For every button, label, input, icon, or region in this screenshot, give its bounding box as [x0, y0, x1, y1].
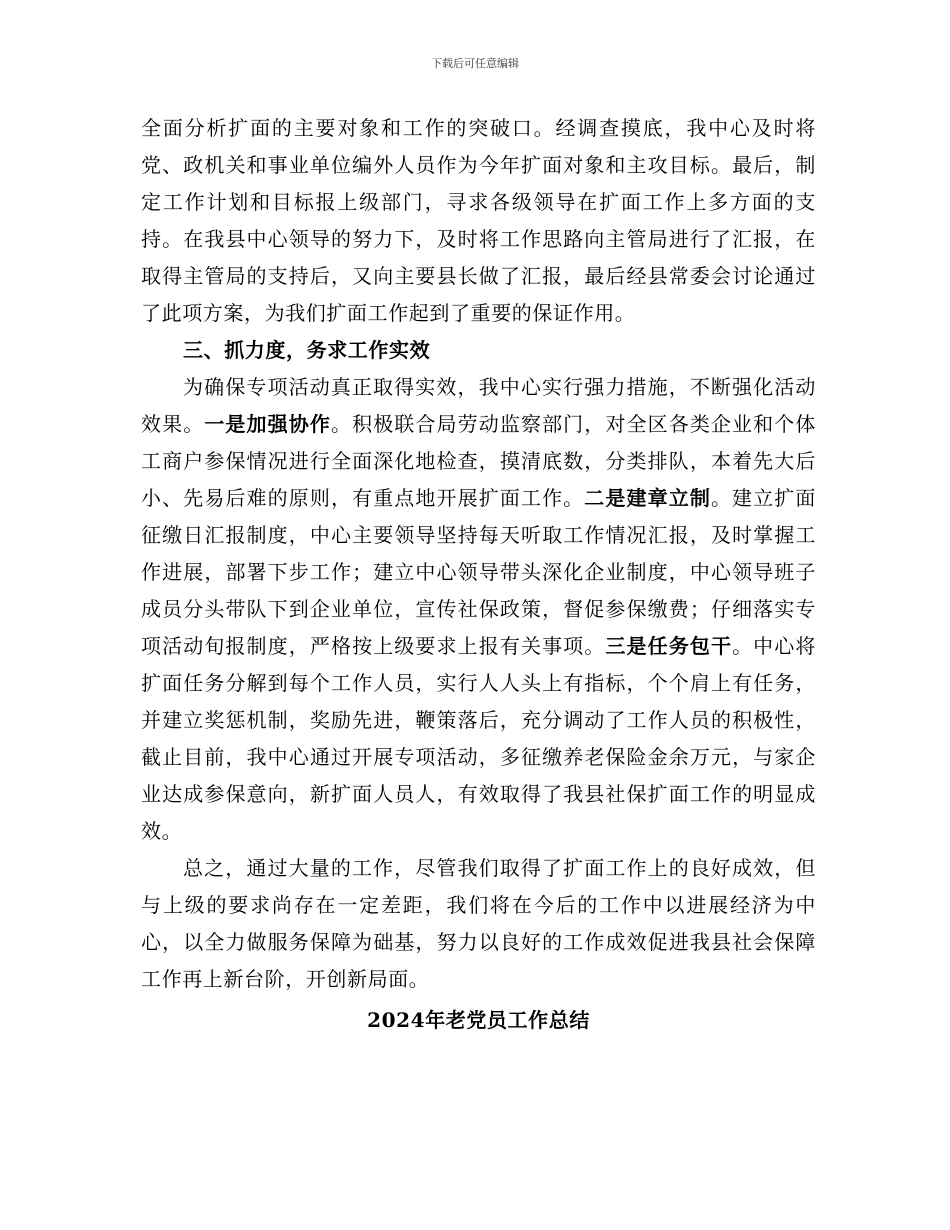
- document-body: [141, 110, 816, 1039]
- document-title: 2024年老党员工作总结: [367, 1008, 590, 1032]
- section-heading: 三、抓力度，务求工作实效: [183, 338, 431, 362]
- page-header: 下载后可任意编辑: [431, 57, 519, 70]
- paragraph-text: 。积极联合局劳动监察部门，对全区各类企业和个体工商户参保情况进行全面深化地检查，摸清底数，分类排队，本着先大后小、先易后难的原则，有重点地开展扩面工作。: [141, 412, 816, 510]
- paragraph-continuation: 全面分析扩面的主要对象和工作的突破口。经调查摸底，我中心及时将党、政机关和事业单位编外人员作为今年扩面对象和主攻目标。最后，制定工作计划和目标报上级部门，寻求各级领导在扩面工作上多方面的支持。在我县中心领导的努力下，及时将工作思路向主管局进行了汇报，在取得主管局的支持后，又向主要县长做了汇报，最后经县常委会讨论通过了此项方案，为我们扩面工作起到了重要的保证作用。: [141, 116, 816, 325]
- bold-point-2: 二是建章立制: [584, 486, 711, 510]
- bold-point-1: 一是加强协作: [204, 412, 331, 436]
- paragraph-text: 。建立扩面征缴日汇报制度，中心主要领导坚持每天听取工作情况汇报，及时掌握工作进展，部署下步工作；建立中心领导带头深化企业制度，中心领导班子成员分头带队下到企业单位，宣传社保政策，督促参保缴费；仔细落实专项活动旬报制度，严格按上级要求上报有关事项。: [141, 486, 816, 658]
- bold-point-3: 三是任务包干: [605, 634, 733, 658]
- paragraph-text: 为确保专项活动真正取得实效，我中心实行强力措施，不断强化活动效果。: [141, 375, 816, 436]
- paragraph-measures: [141, 369, 816, 850]
- paragraph-text: 。中心将扩面任务分解到每个工作人员，实行人人头上有指标，个个肩上有任务，并建立奖惩机制，奖励先进，鞭策落后，充分调动了工作人员的积极性，截止目前，我中心通过开展专项活动，多征缴养老保险金余万元，与家企业达成参保意向，新扩面人员人，有效取得了我县社保扩面工作的明显成效。: [141, 634, 816, 843]
- paragraph-conclusion: 总之，通过大量的工作，尽管我们取得了扩面工作上的良好成效，但与上级的要求尚存在一定差距，我们将在今后的工作中以进展经济为中心，以全力做服务保障为础基，努力以良好的工作成效促进我县社会保障工作再上新台阶，开创新局面。: [141, 856, 816, 991]
